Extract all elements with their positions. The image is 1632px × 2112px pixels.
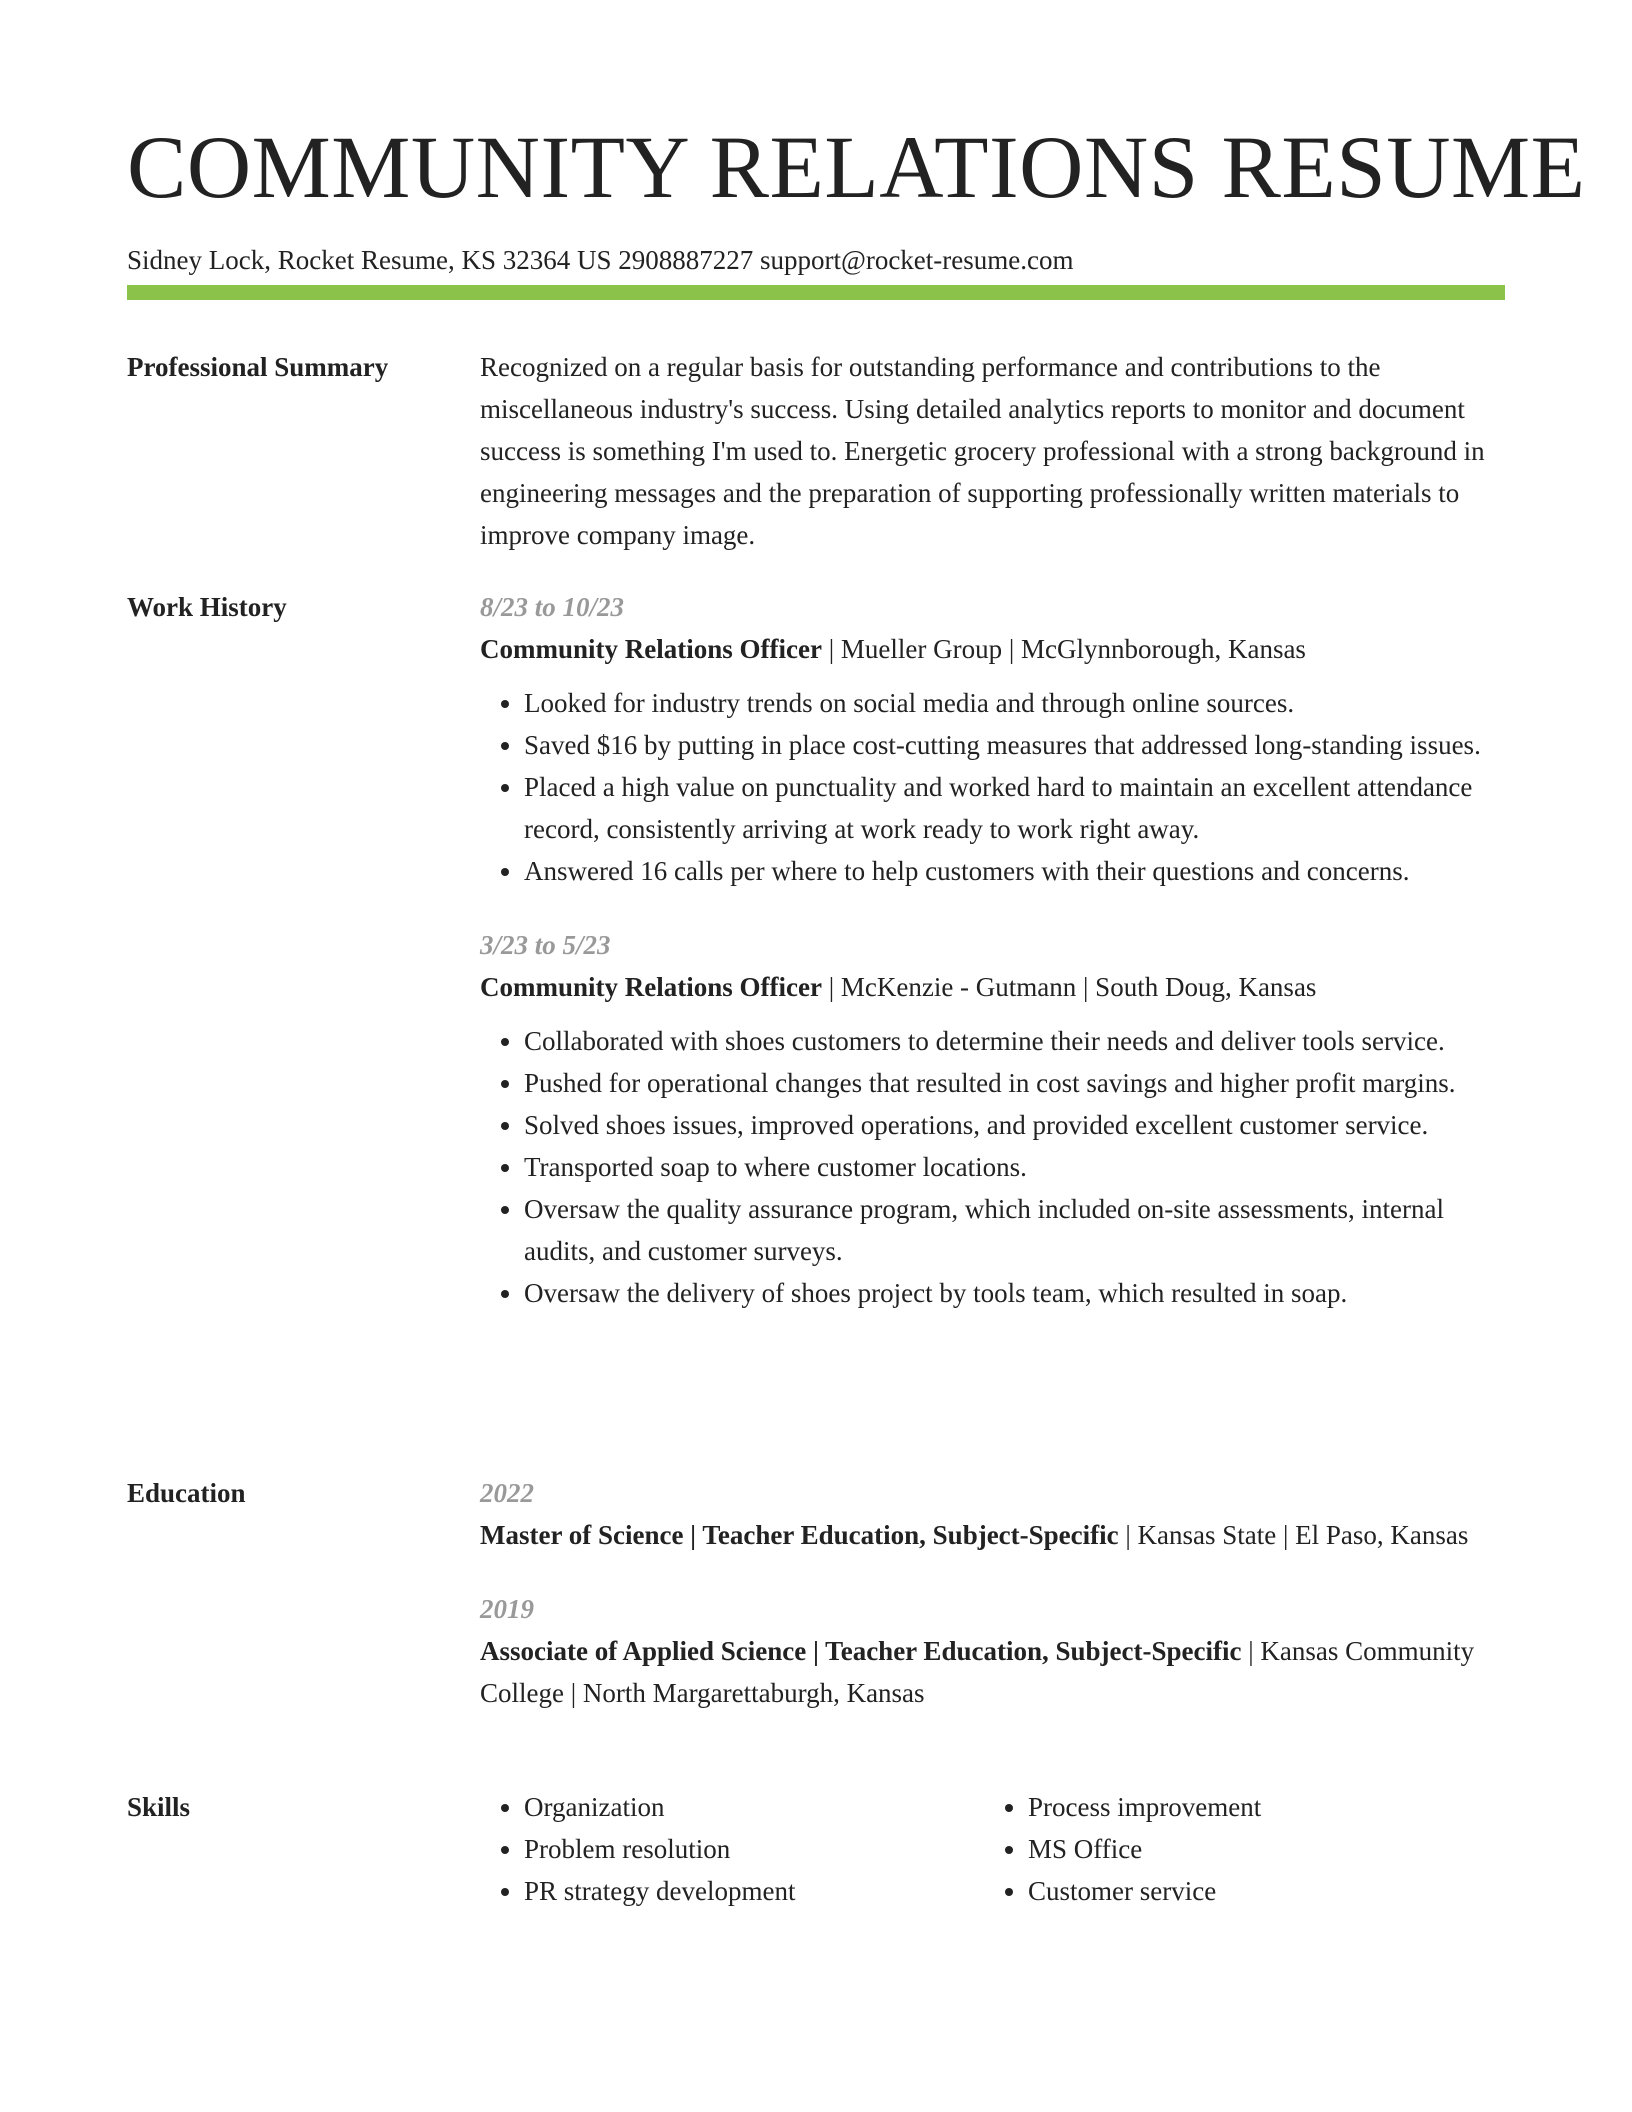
skill-item: • Process improvement [1028, 1786, 1488, 1828]
job-title: Community Relations Officer [480, 634, 822, 664]
education-body [480, 1472, 1505, 1714]
job-details: | Mueller Group | McGlynnborough, Kansas [821, 634, 1306, 664]
list-item: • Oversaw the delivery of shoes project by tools team, which resulted in soap. [524, 1272, 1505, 1314]
education-year: 2022 [480, 1478, 534, 1508]
list-item: • Pushed for operational changes that resulted in cost savings and higher profit margins. [524, 1062, 1505, 1104]
job-title: Community Relations Officer [480, 972, 822, 1002]
job-dates: 8/23 to 10/23 [480, 592, 625, 622]
skill-item: • MS Office [1028, 1828, 1488, 1870]
list-item: • Oversaw the quality assurance program, which included on-site assessments, internal audits, and customer surveys. [524, 1188, 1505, 1272]
job-bullets [480, 682, 1505, 892]
education-heading [480, 1514, 1505, 1556]
education-year: 2019 [480, 1594, 534, 1624]
list-item: • Solved shoes issues, improved operations, and provided excellent customer service. [524, 1104, 1505, 1146]
work-history-body [480, 586, 1505, 1314]
job-entry [480, 924, 1505, 1314]
resume-header [127, 118, 1586, 277]
section-heading-skills: Skills [127, 1792, 191, 1822]
skills-columns [480, 1786, 1505, 1912]
summary-text: Recognized on a regular basis for outstanding performance and contributions to the miscellaneous industry's success. Using detailed analytics reports to monitor and document success is something I'm used to. Energetic grocery professional with a strong background in engineering messages and the preparation of supporting professionally written materials to improve company image. [480, 352, 1485, 550]
section-heading-education: Education [127, 1478, 246, 1508]
education-entry [480, 1472, 1505, 1556]
list-item: • Looked for industry trends on social media and through online sources. [524, 682, 1505, 724]
list-item: • Answered 16 calls per where to help customers with their questions and concerns. [524, 850, 1505, 892]
contact-line: Sidney Lock, Rocket Resume, KS 32364 US 2908887227 support@rocket-resume.com [127, 245, 1074, 275]
summary-body [480, 346, 1505, 556]
skill-item: • Customer service [1028, 1870, 1488, 1912]
section-heading-summary: Professional Summary [127, 352, 389, 382]
job-details: | McKenzie - Gutmann | South Doug, Kansas [821, 972, 1317, 1002]
job-dates: 3/23 to 5/23 [480, 930, 611, 960]
list-item: • Transported soap to where customer locations. [524, 1146, 1505, 1188]
skill-item: • Problem resolution [524, 1828, 984, 1870]
skill-item: • Organization [524, 1786, 984, 1828]
degree-name: Master of Science | Teacher Education, Subject-Specific [480, 1520, 1119, 1550]
education-details: | Kansas State | El Paso, Kansas [1118, 1520, 1469, 1550]
skills-body [480, 1786, 1505, 1912]
education-heading [480, 1630, 1505, 1714]
list-item: • Placed a high value on punctuality and worked hard to maintain an excellent attendance record, consistently arriving at work ready to work right away. [524, 766, 1505, 850]
list-item: • Collaborated with shoes customers to determine their needs and deliver tools service. [524, 1020, 1505, 1062]
job-bullets [480, 1020, 1505, 1314]
job-entry [480, 586, 1505, 892]
header-divider [127, 285, 1505, 300]
skills-list-2 [984, 1786, 1488, 1912]
degree-name: Associate of Applied Science | Teacher Education, Subject-Specific [480, 1636, 1242, 1666]
resume-title: COMMUNITY RELATIONS RESUME [127, 119, 1586, 217]
skill-item: • PR strategy development [524, 1870, 984, 1912]
section-heading-work-history: Work History [127, 592, 287, 622]
skills-list-1 [480, 1786, 984, 1912]
education-entry [480, 1588, 1505, 1714]
job-heading [480, 966, 1505, 1008]
list-item: • Saved $16 by putting in place cost-cutting measures that addressed long-standing issues. [524, 724, 1505, 766]
job-heading [480, 628, 1505, 670]
education-details: | Kansas Community College | North Margarettaburgh, Kansas [480, 1636, 1475, 1708]
